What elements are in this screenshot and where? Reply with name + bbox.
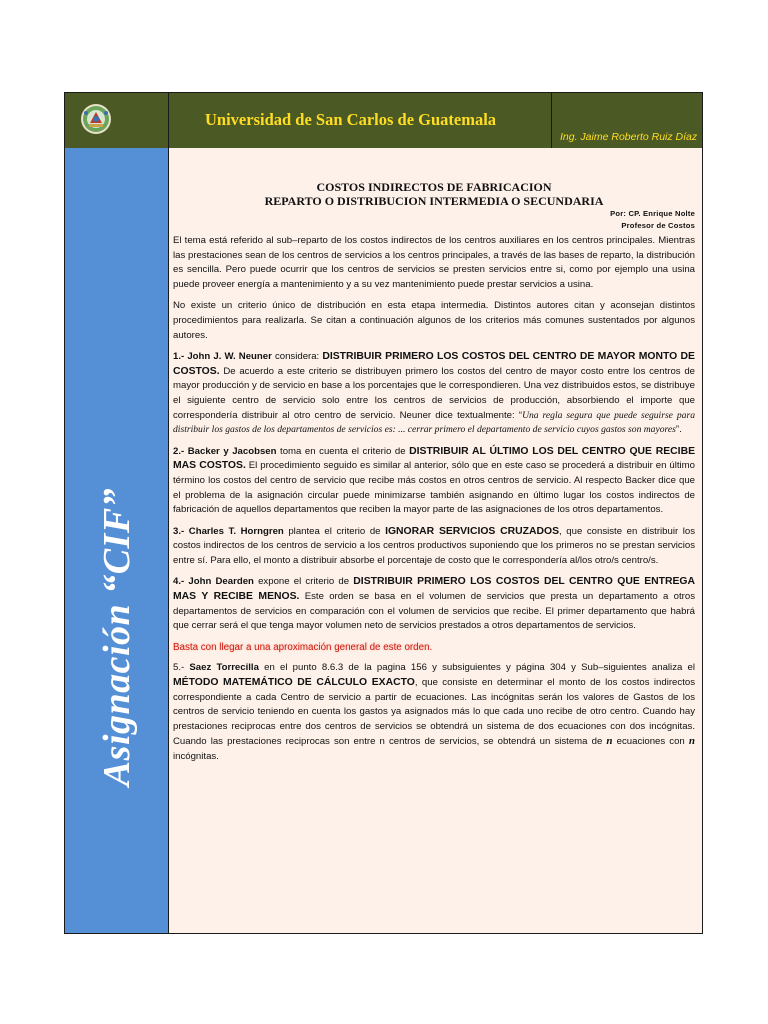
page-frame bbox=[64, 92, 703, 934]
title-cell bbox=[169, 93, 552, 148]
criterion-3-verb: plantea el criterio de bbox=[283, 525, 386, 537]
criterion-3 bbox=[173, 525, 695, 569]
sidebar bbox=[65, 148, 169, 933]
intro-paragraph-1: El tema está referido al sub–reparto de los costos indirectos de los centros auxiliares en los centros principales. Mientras las prestaciones sean de los centros de servicios a los centros principales, a través de las bases de reparto, la distribución es sencilla. Pero puede ocurrir que los centros de servicios se presten servicios entre si, como por ejemplo una usina puede proveer energía a mantenimiento y a su vez mantenimiento puede prestar servicios a usina. bbox=[173, 235, 695, 290]
criterion-4-verb: expone el criterio de bbox=[253, 576, 354, 588]
criterion-1-verb: considera: bbox=[271, 351, 323, 363]
criterion-5-author: Saez Torrecilla bbox=[189, 662, 259, 674]
criterion-5 bbox=[173, 661, 695, 764]
criterion-4 bbox=[173, 575, 695, 633]
criterion-5-n2: n bbox=[688, 735, 695, 748]
criterion-3-text: , que consiste en distribuir los costos indirectos de los centros de servicio a los centros productivos suponiendo que los primeros no se prestan servicios entre sí. Para ello, el monto a distribuir absorbe el porcentaje de costo que le correspondería al/los otro/s centro/s. bbox=[173, 525, 695, 566]
criterion-5-number: 5.- bbox=[173, 662, 190, 674]
document-title bbox=[173, 180, 695, 208]
intro-paragraph-2: No existe un criterio único de distribución en esta etapa intermedia. Distintos autores citan y aconsejan distintos procedimientos para realizarla. Se citan a continuación algunos de los criterios más comunes sustentados por algunos autores. bbox=[173, 300, 695, 341]
document-body bbox=[173, 180, 695, 772]
criterion-3-title: IGNORAR SERVICIOS CRUZADOS bbox=[385, 525, 560, 537]
criterion-2 bbox=[173, 445, 695, 518]
criterion-1-text: De acuerdo a este criterio se distribuyen primero los costos del centro de mayor costo entre los centros de mayor producción y de servicio en base a los porcentajes que le correspondieren. Una vez distribuidos estos, se distribuye el siguiente centro de servicio solo entre los centros de servicios de producción, absorbiendo el importe que correspondería distribuir al otro centro de servicio. Neuner dice textualmente: “ bbox=[173, 365, 695, 421]
byline bbox=[173, 208, 695, 232]
criterion-4-author: 4.- John Dearden bbox=[173, 576, 254, 588]
criterion-1-author: 1.- John J. W. Neuner bbox=[173, 351, 272, 363]
criterion-5-n1: n bbox=[606, 735, 613, 748]
vertical-title: Asignación “CIF” bbox=[96, 487, 138, 787]
criterion-5-mid: ecuaciones con bbox=[612, 736, 689, 748]
criterion-1-title: DISTRIBUIR PRIMERO LOS COSTOS DEL CENTRO DE MAYOR MONTO DE COSTOS. bbox=[173, 351, 695, 377]
criterion-1-end: ”. bbox=[675, 424, 682, 436]
university-title: Universidad de San Carlos de Guatemala bbox=[205, 110, 497, 129]
title-line-1: COSTOS INDIRECTOS DE FABRICACION bbox=[316, 180, 552, 194]
criterion-5-title: MÉTODO MATEMÁTICO DE CÁLCULO EXACTO bbox=[173, 677, 415, 689]
criterion-4-title: DISTRIBUIR PRIMERO LOS COSTOS DEL CENTRO QUE ENTREGA MAS Y RECIBE MENOS. bbox=[173, 576, 695, 603]
logo-cell bbox=[65, 93, 169, 148]
criterion-2-text: El procedimiento seguido es similar al anterior, sólo que en este caso se procederá a distribuir en último término los costos del centro de servicio que recibe más costos en otros centros de servicio. Al respecto Backer dice que el problema de la asignación circular puede minimizarse también asignando en último lugar los costos indirectos de fabricación de aquellos departamentos que reciben la mayor parte de las asignaciones de los otros departamentos. bbox=[173, 460, 695, 516]
criterion-2-title: DISTRIBUIR AL ÚLTIMO LOS DEL CENTRO QUE RECIBE MAS COSTOS. bbox=[173, 445, 695, 472]
criterion-1-quote: Una regla segura que puede seguirse para distribuir los gastos de los departamentos de servicios es: ... cerrar primero el departamento de servicio cuyos gastos son mayores bbox=[173, 409, 695, 436]
criterion-2-verb: toma en cuenta el criterio de bbox=[276, 445, 410, 457]
criterion-4-text: Este orden se basa en el volumen de servicios que presta un departamento a otros departamentos de servicios en comparación con el volumen de servicios que recibe. El primer departamento que habrá que cerrar será el que tenga mayor volumen neto de servicios prestados a otros departamentos de servicios. bbox=[173, 591, 695, 632]
criterion-5-verb: en el punto 8.6.3 de la pagina 156 y subsiguientes y página 304 y Sub–siguientes analiza el bbox=[258, 662, 695, 674]
criterion-3-author: 3.- Charles T. Horngren bbox=[173, 525, 284, 537]
criterion-1 bbox=[173, 350, 695, 438]
header-bar bbox=[65, 93, 702, 148]
byline-role: Profesor de Costos bbox=[621, 221, 695, 230]
criterion-2-author: 2.- Backer y Jacobsen bbox=[173, 445, 277, 457]
criterion-5-end: incógnitas. bbox=[173, 751, 219, 762]
title-line-2: REPARTO O DISTRIBUCION INTERMEDIA O SECUNDARIA bbox=[264, 194, 604, 208]
criterion-5-text: , que consiste en determinar el monto de los costos indirectos correspondiente a cada Centro de servicio a partir de ecuaciones. Las incógnitas serán los valores de Gastos de los centros de servicio teniendo en cuenta los gastos ya asignados más lo que cada uno recibe de otro centro. Cuando hay prestaciones reciprocas entre dos centros de servicios se obtendrá un sistema de dos ecuaciones con dos incógnitas. Cuando las prestaciones reciprocas son entre n centros de servicios, se obtendrá un sistema de bbox=[173, 677, 695, 748]
highlight-note: Basta con llegar a una aproximación general de este orden. bbox=[173, 641, 433, 653]
university-seal-icon bbox=[80, 103, 112, 135]
instructor-name: Ing. Jaime Roberto Ruiz Díaz bbox=[560, 131, 698, 143]
byline-author: Por: CP. Enrique Nolte bbox=[610, 209, 695, 218]
